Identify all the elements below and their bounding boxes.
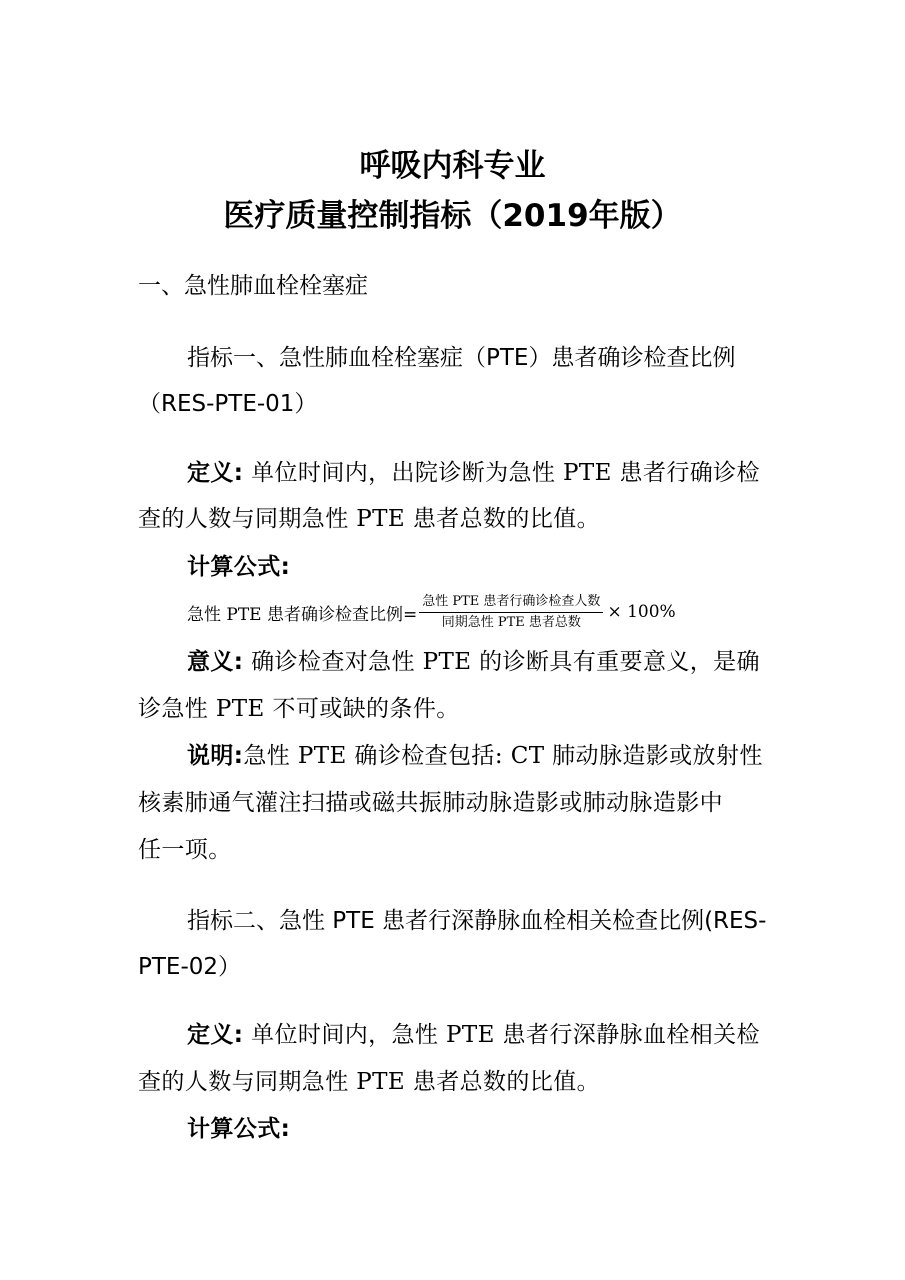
title-line-2: 医疗质量控制指标（2019年版） — [223, 198, 682, 234]
indicator1-heading-line-2: （RES-PTE-01） — [138, 391, 318, 417]
indicator1-note-line-2: 核素肺通气灌注扫描或磁共振肺动脉造影或肺动脉造影中 — [138, 790, 723, 816]
indicator2-heading-line-2: PTE-02） — [138, 954, 242, 980]
indicator1-note-line-3: 任一项。 — [138, 837, 232, 863]
meaning-label: 意义: — [187, 649, 244, 675]
definition-text: 单位时间内，急性 PTE 患者行深静脉血栓相关检 — [251, 1022, 760, 1048]
calc-label: 计算公式: — [187, 1116, 291, 1142]
calc-label: 计算公式: — [187, 554, 291, 580]
indicator1-calc-label — [187, 548, 290, 581]
formula-suffix: × 100% — [607, 602, 676, 622]
formula-lhs: 急性 PTE 患者确诊检查比例= — [187, 604, 418, 625]
indicator1-heading-line-1: 指标一、急性肺血栓栓塞症（PTE）患者确诊检查比例 — [187, 345, 736, 371]
indicator2-definition-line-2: 查的人数与同期急性 PTE 患者总数的比值。 — [138, 1069, 601, 1095]
definition-label: 定义: — [187, 460, 244, 486]
indicator1-meaning-line-2: 诊急性 PTE 不可或缺的条件。 — [138, 696, 460, 722]
title-line-1: 呼吸内科专业 — [359, 148, 546, 184]
indicator1-note-line-1 — [187, 737, 763, 770]
indicator2-calc-label — [187, 1110, 290, 1143]
definition-text: 单位时间内，出院诊断为急性 PTE 患者行确诊检 — [251, 460, 760, 486]
indicator1-meaning-line-1 — [187, 643, 760, 676]
definition-label: 定义: — [187, 1022, 244, 1048]
section-heading: 一、急性肺血栓栓塞症 — [138, 273, 368, 299]
meaning-text: 确诊检查对急性 PTE 的诊断具有重要意义，是确 — [251, 649, 760, 675]
formula-fraction — [419, 595, 603, 630]
indicator2-definition-line-1 — [187, 1016, 760, 1049]
indicator1-definition-line-2: 查的人数与同期急性 PTE 患者总数的比值。 — [138, 506, 601, 532]
note-label: 说明: — [187, 743, 244, 769]
indicator1-formula — [187, 590, 676, 634]
note-text: 急性 PTE 确诊检查包括: CT 肺动脉造影或放射性 — [243, 743, 763, 769]
formula-denominator: 同期急性 PTE 患者总数 — [441, 614, 581, 630]
indicator2-heading-line-1: 指标二、急性 PTE 患者行深静脉血栓相关检查比例(RES- — [187, 908, 767, 934]
indicator1-definition-line-1 — [187, 454, 760, 487]
formula-numerator: 急性 PTE 患者行确诊检查人数 — [419, 595, 603, 613]
